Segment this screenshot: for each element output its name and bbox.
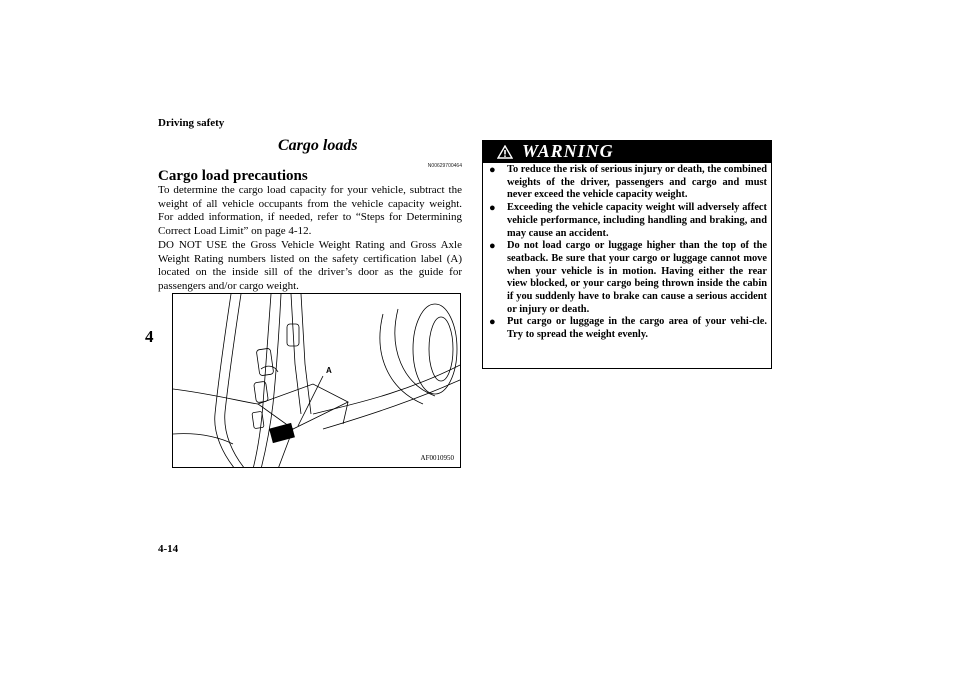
warning-item-text: Put cargo or luggage in the cargo area of your vehi-cle. Try to spread the weight evenly. (507, 316, 767, 341)
bullet-icon: ● (489, 240, 496, 253)
callout-label-a: A (326, 366, 332, 375)
bullet-icon: ● (489, 316, 496, 329)
warning-item-text: Exceeding the vehicle capacity weight will adversely affect vehicle performance, including handling and braking, and may cause an accident. (507, 202, 767, 239)
paragraph-1: To determine the cargo load capacity for your vehicle, subtract the weight of all vehicle occupants from the vehicle capacity weight. For added information, if needed, refer to “Steps for Determining Correct Load Limit” on page 4-12. (158, 184, 462, 238)
warning-item-text: Do not load cargo or luggage higher than the top of the seatback. Be sure that your cargo or luggage cannot move when your vehicle is in motion. Having either the rear view blocked, or your cargo being thrown inside the cabin if you suddenly have to brake can cause a serious accident or injury or death. (507, 240, 767, 315)
chapter-tab: 4 (145, 327, 154, 346)
sub-heading: Cargo load precautions (158, 168, 308, 184)
warning-triangle-icon (497, 145, 513, 164)
warning-box (482, 140, 772, 369)
reference-code: N00629700464 (427, 163, 462, 169)
body-text (158, 184, 462, 294)
warning-item (489, 316, 767, 341)
warning-item-text: To reduce the risk of serious injury or death, the combined weights of the driver, passengers and cargo and must never exceed the vehicle capacity weight. (507, 164, 767, 201)
bullet-icon: ● (489, 164, 496, 176)
warning-header (483, 141, 771, 163)
warning-list (489, 164, 767, 342)
door-sill-drawing (173, 294, 461, 468)
section-title: Cargo loads (278, 137, 358, 154)
warning-item (489, 202, 767, 240)
door-sill-illustration (172, 293, 461, 468)
bullet-icon: ● (489, 202, 496, 215)
running-header: Driving safety (158, 117, 225, 129)
warning-title: WARNING (522, 141, 614, 161)
paragraph-2: DO NOT USE the Gross Vehicle Weight Rating and Gross Axle Weight Rating numbers listed on the safety certification label (A) located on the inside sill of the driver’s door as the guide for passengers and/or cargo weight. (158, 238, 462, 292)
page-number: 4-14 (158, 543, 179, 555)
figure-code: AF0010950 (420, 454, 454, 462)
warning-item (489, 240, 767, 316)
warning-item (489, 164, 767, 202)
